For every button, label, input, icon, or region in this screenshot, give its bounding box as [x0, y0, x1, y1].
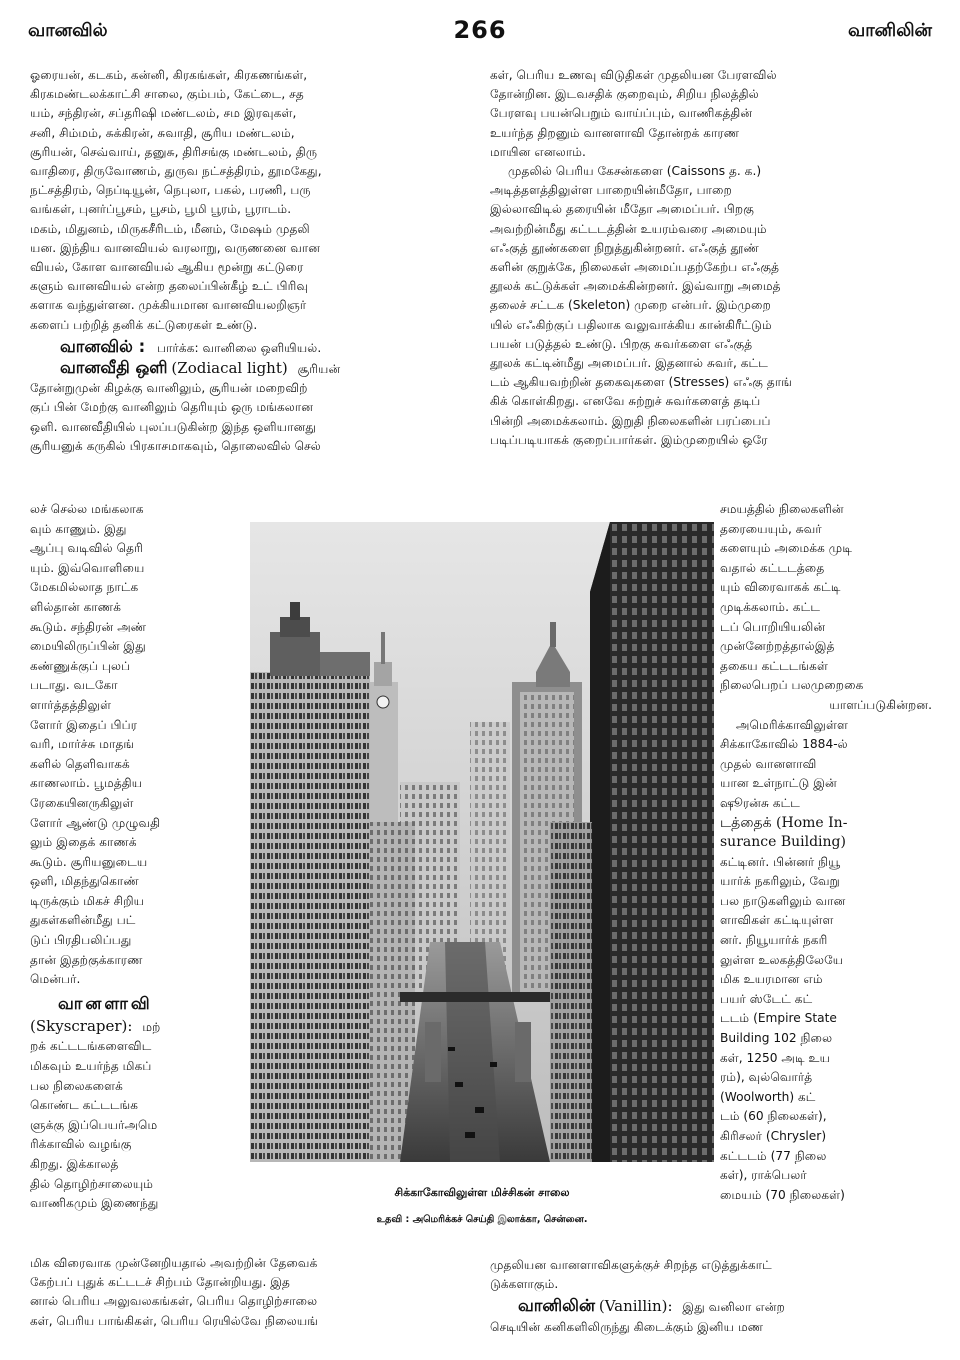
running-head-right: வானிலின் — [848, 20, 932, 41]
entry-skyscraper-heading — [30, 992, 242, 1017]
text-line: துகள்களின்மீது பட் — [30, 913, 136, 928]
text-line: இல்லாவிடில் தரையின் மீதோ அமைப்பர். பிறகு — [490, 202, 754, 217]
text-line: ஷூரன்சு கட்ட — [720, 795, 801, 810]
text-line: கண்ணுக்குப் புலப் — [30, 658, 131, 673]
text-line: மையிலிருப்பின் இது — [30, 639, 146, 654]
text-line: சிக்காகோவில் 1884-ல் — [720, 737, 848, 752]
text-line: சமயத்தில் நிலைகளின் — [720, 502, 844, 516]
entry-text: மற் — [142, 1019, 161, 1034]
entry-text: இது வனிலா என்ற — [682, 1300, 785, 1315]
text-line: முடிக்கலாம். கட்ட — [720, 599, 821, 614]
entry-vanillin-first-line — [490, 1296, 930, 1317]
text-line: கூடும். சந்திரன் அண் — [30, 619, 147, 634]
text-line: படிப்படியாகக் குறைப்பார்கள். இம்முறையில் ஒரே — [490, 432, 768, 447]
text-line: வும் காணும். இது — [30, 521, 127, 536]
text-line: யம், சந்திரன், சப்தரிஷி மண்டலம், சம இரவுகள், — [30, 106, 297, 121]
right-column-top — [490, 66, 930, 450]
figure-credit: உதவி : அமெரிக்கச் செய்தி இலாக்கா, சென்னை. — [376, 1214, 588, 1225]
text-line: கிரிசலர் (Chrysler) — [720, 1129, 827, 1143]
figure-caption: சிக்காகோவிலுள்ள மிச்சிகன் சாலை — [394, 1186, 570, 1199]
text-line: கேற்பப் புதுக் கட்டடச் சிற்பம் தோன்றியது. இத — [30, 1275, 290, 1290]
text-line: சூரியனுக் கருகில் பிரகாசமாகவும், தொலைவில் செல் — [30, 438, 321, 453]
street-photograph — [250, 522, 714, 1162]
cityscape-illustration — [250, 522, 714, 1162]
entry-heading: வானிலின் — [518, 1296, 595, 1316]
text-line: ரம்), வுல்வொர்த் — [720, 1070, 813, 1085]
text-line: மிக விரைவாக முன்னேறியதால் அவற்றின் தேவைக் — [30, 1256, 318, 1270]
text-line: ளோர் இதைப் பிப்ர — [30, 717, 138, 732]
text-line: டம் (60 நிலைகள்), — [720, 1109, 827, 1124]
page-number: 266 — [453, 16, 507, 44]
running-head-left: வானவில் — [28, 20, 108, 41]
text-line: களைப் பற்றித் தனிக் கட்டுரைகள் உண்டு. — [30, 317, 258, 332]
text-line: நிலைபெறப் பலமுறைகை — [720, 678, 864, 693]
text-line: டம் ஆகியவற்றின் தகைவுகளை (Stresses) எஃகு தாங் — [490, 375, 792, 390]
text-line: களையும் அமைக்க முடி — [720, 541, 853, 556]
text-line: யும். இவ்வொளியை — [30, 560, 145, 575]
text-line: கிரகமண்டலக்காட்சி சாலை, கும்பம், கேட்டை, சத — [30, 87, 304, 102]
text-line: மென்பர். — [30, 972, 81, 987]
text-line: கட்டடம் (77 நிலை — [720, 1148, 827, 1163]
text-line: அவற்றின்மீது கட்டடத்தின் உயரம்வரை அமையும் — [490, 221, 767, 236]
text-line: யார்க் நகரிலும், வேறு — [720, 874, 840, 889]
entry-english: (Vanillin): — [598, 1297, 673, 1316]
text-line: அடித்தளத்திலுள்ள பாறையின்மீதோ, பாறை — [490, 183, 732, 198]
text-line: கள், பெரிய உணவு விடுதிகள் முதலியன பேரளவில் — [490, 68, 777, 82]
text-line: தான் இதற்குக்காரண — [30, 952, 143, 967]
text-line: வாணிகமும் இணைந்து — [30, 1196, 159, 1211]
text-line: ளோர் ஆண்டு முழுவதி — [30, 815, 161, 830]
text-line: செடியின் கனிகளிலிருந்து கிடைக்கும் இனிய மண — [490, 1319, 764, 1334]
text-line: ரிக்காவில் வழங்கு — [30, 1137, 132, 1152]
text-line: அமெரிக்காவிலுள்ள — [736, 717, 848, 732]
text-line: யில் எஃகிற்குப் பதிலாக வலுவாக்கிய கான்கிரீட்டும் — [490, 317, 772, 332]
text-line: கள்), ராக்பெலர் — [720, 1168, 807, 1183]
text-line: மாயின எனலாம். — [490, 144, 586, 159]
entry-heading: வானளாவி — [58, 993, 153, 1013]
right-narrow-column — [720, 500, 932, 1205]
text-line: லும் இதைக் காணக் — [30, 835, 137, 850]
text-line: வதால் கட்டடத்தை — [720, 560, 825, 575]
text-line: தரையையும், சுவர் — [720, 521, 822, 536]
text-line: ஓரையன், கடகம், கன்னி, கிரகங்கள், கிரகணங்கள், — [30, 68, 308, 82]
text-line: ளாவிகள் கட்டியுள்ள — [720, 913, 834, 928]
text-line: டுப் பிரதிபலிப்பது — [30, 933, 132, 948]
right-column-bottom — [490, 1256, 930, 1337]
text-line: டுக்களாகும். — [490, 1277, 559, 1292]
text-line: தோன்றின. இடவசதிக் குறைவும், சிறிய நிலத்தில் — [490, 87, 759, 102]
entry-text: பார்க்க: வானிலை ஒளியியல். — [157, 340, 322, 355]
entry-text: சூரியன் — [297, 362, 341, 377]
text-line: முதல் வானளாவி — [720, 756, 817, 771]
text-line: தகைய கட்டடங்கள் — [720, 658, 828, 673]
text-line: கள், 1250 அடி உய — [720, 1050, 831, 1065]
text-line: றக் கட்டடங்களைவிட — [30, 1039, 152, 1054]
left-narrow-column — [30, 500, 242, 1214]
text-line: ளார்த்தத்திலுள் — [30, 697, 112, 712]
text-line: காணலாம். பூமத்திய — [30, 776, 143, 791]
text-line: பல நிலைகளைக் — [30, 1078, 123, 1093]
text-line: தோன்றுமுன் கிழக்கு வானிலும், சூரியன் மறைவிற் — [30, 381, 308, 396]
entry-zodiacal-first-line — [30, 358, 470, 379]
text-line: பேரளவு பயன்பெறும் வாய்ப்பும், வாணிகத்தின் — [490, 106, 753, 121]
text-line: டத்தைக் (Home In- — [720, 814, 848, 831]
entry-heading: வானவில் : — [60, 336, 146, 356]
text-line: களாக வந்துள்ளன. முக்கியமான வானவியலறிஞர் — [30, 298, 307, 313]
text-line: நட்சத்திரம், நெப்டியூன், நெபுலா, பகல், பரணி, பரு — [30, 183, 311, 198]
text-line: யன. இந்திய வானவியல் வரலாறு, வருணனை வான — [30, 240, 321, 255]
text-line: ளில்தான் காணக் — [30, 599, 122, 614]
text-line: ரேகையினருகிலுள் — [30, 795, 134, 810]
text-line: surance Building) — [720, 834, 846, 851]
entry-vanavil — [30, 337, 470, 358]
text-line: மிக உயரமான எம் — [720, 972, 823, 987]
text-line: வரி, மார்ச்சு மாதங் — [30, 737, 135, 752]
text-line: முதலியன வானளாவிகளுக்குச் சிறந்த எடுத்துக்காட் — [490, 1258, 772, 1272]
text-line: யும் விரைவாகக் கட்டி — [720, 580, 841, 595]
text-line: குப் பின் மேற்கு வானிலும் தெரியும் ஒரு மங்கலான — [30, 400, 314, 415]
text-line: எஃகுத் தூண்களை நிறுத்துகின்றனர். எஃகுத் தூண் — [490, 240, 759, 255]
text-line: சூரியன், செவ்வாய், தனுசு, திரிசங்கு மண்டலம், திரு — [30, 144, 318, 159]
text-line: னால் பெரிய அலுவலகங்கள், பெரிய தொழிற்சாலை — [30, 1294, 318, 1309]
entry-english: (Skyscraper): — [30, 1016, 133, 1035]
text-line: பயர் ஸ்டேட் கட் — [720, 991, 813, 1006]
text-line: லுள்ள உலகத்திலேயே — [720, 952, 844, 967]
text-line: வாதிரை, திருவோணம், துருவ நட்சத்திரம், தூமகேது, — [30, 164, 322, 179]
text-line: வங்கள், புனர்ப்பூசம், பூசம், பூமி பூரம், பூராடம். — [30, 202, 292, 217]
text-line: மையம் (70 நிலைகள்) — [720, 1187, 845, 1202]
text-line: கிறது. இக்காலத் — [30, 1157, 119, 1171]
text-line: ளுக்கு இப்பெயர்அமெ — [30, 1117, 158, 1132]
text-line: லச் செல்ல மங்கலாக — [30, 502, 144, 516]
text-line: கிக் கொள்கிறது. எனவே சுற்றுச் சுவர்களைத் தடிப் — [490, 394, 761, 409]
entry-skyscraper-first-line — [30, 1017, 242, 1038]
text-line: தூலக் கட்டின்மீது அமைப்பர். இதனால் சுவர், கட்ட — [490, 356, 768, 371]
text-line: களில் தெளிவாகக் — [30, 756, 130, 771]
text-line: டப் பொறியியலின் — [720, 619, 826, 634]
text-line: தில் தொழிற்சாலையும் — [30, 1176, 154, 1191]
text-line: கள், பெரிய பாங்கிகள், பெரிய ரெயில்வே நிலையங் — [30, 1313, 318, 1328]
text-line: ஆப்பு வடிவில் தெரி — [30, 541, 143, 556]
text-line: மேகமில்லாத நாட்க — [30, 580, 139, 595]
entry-english: (Zodiacal light) — [171, 359, 288, 378]
text-line: யாளப்படுகின்றன. — [829, 697, 932, 712]
text-line: படாது. வடகோ — [30, 678, 118, 693]
text-line: பின்றி அமைக்கலாம். இறுதி நிலைகளின் பரப்பைப் — [490, 413, 771, 428]
text-line: (Woolworth) கட் — [720, 1089, 816, 1104]
left-column-bottom — [30, 1254, 480, 1331]
text-line: சனி, சிம்மம், சுக்கிரன், சுவாதி, சூரிய மண்டலம், — [30, 125, 295, 140]
text-line: முதலில் பெரிய கேசன்களை (Caissons த. க.) — [508, 164, 762, 179]
text-line: களும் வானவியல் என்ற தலைப்பின்கீழ் உட் பிரிவு — [30, 279, 309, 294]
text-line: களின் குறுக்கே, நிலைகள் அமைப்பதற்கேற்ப எஃகுத் — [490, 260, 780, 275]
text-line: பயன் படுத்தல் உண்டு. பிறகு சுவர்களை எஃகுத் — [490, 336, 753, 351]
text-line: உயர்ந்த திறனும் வானளாவி தோன்றக் காரண — [490, 125, 740, 140]
entry-heading: வானவீதி ஒளி — [60, 358, 168, 378]
text-line: கூடும். சூரியனுடைய — [30, 854, 148, 869]
text-line: முன்னேற்றத்தால்இத் — [720, 639, 835, 654]
text-line: டடம் (Empire State — [720, 1011, 837, 1026]
text-line: தலைச் சட்டக (Skeleton) முறை என்பர். இம்முறை — [490, 298, 771, 313]
text-line: வியல், கோள வானவியல் ஆகிய மூன்று கட்டுரை — [30, 260, 304, 275]
text-line: மிகவும் உயர்ந்த மிகப் — [30, 1059, 152, 1074]
text-line: Building 102 நிலை — [720, 1031, 833, 1046]
text-line: பல நாடுகளிலும் வான — [720, 893, 846, 908]
text-line: ஒளி, மிதந்துகொண் — [30, 874, 139, 889]
text-line: னர். நியூயார்க் நகரி — [720, 933, 828, 948]
text-line: ஒளி. வானவீதியில் புலப்படுகின்ற இந்த ஒளியானது — [30, 419, 316, 434]
left-column-top — [30, 66, 470, 456]
text-line: கொண்ட கட்டடங்க — [30, 1098, 139, 1113]
text-line: யான உள்நாட்டு இன் — [720, 776, 837, 791]
text-line: மகம், மிதுனம், மிருகசீரிடம், மீனம், மேஷம் முதலி — [30, 221, 310, 236]
text-line: டிருக்கும் மிகச் சிறிய — [30, 893, 145, 908]
text-line: கட்டினர். பின்னர் நியூ — [720, 854, 841, 869]
text-line: தூலக் கட்டுக்கள் அமைக்கின்றனர். இவ்வாறு அமைத் — [490, 279, 781, 294]
